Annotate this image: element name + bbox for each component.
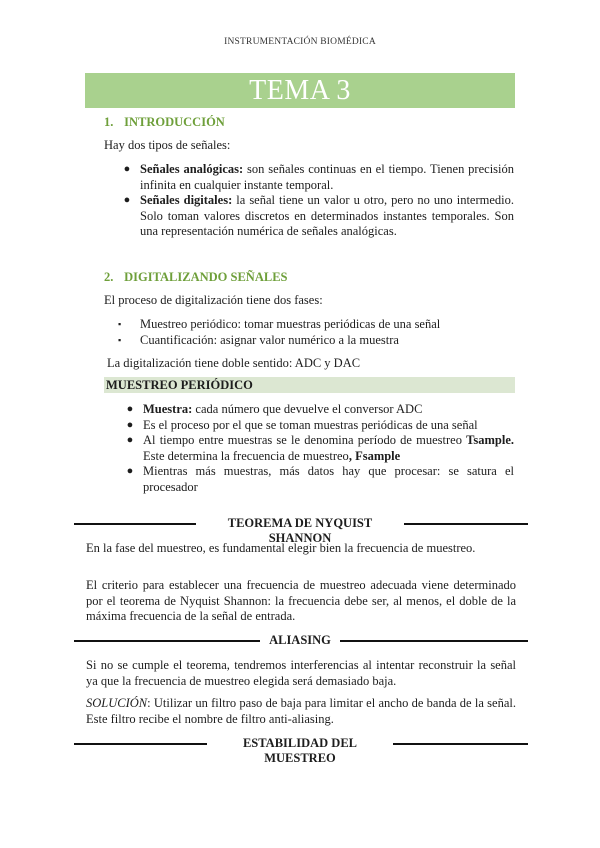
term: Señales digitales: (140, 193, 233, 207)
document-header: INSTRUMENTACIÓN BIOMÉDICA (224, 37, 376, 47)
bullet-icon: ● (126, 434, 134, 446)
divider-line (74, 640, 260, 642)
phases-list (118, 317, 518, 348)
list-item (123, 162, 515, 193)
section-title-aliasing: ALIASING (269, 633, 331, 647)
sec2-note: La digitalización tiene doble sentido: ADC y DAC (107, 356, 361, 370)
definition: la señal tiene un valor u otro, pero no uno intermedio. Solo toman valores discretos en determinados instantes temporales. Son una representación numérica de señales analógicas. (140, 193, 514, 238)
definition: cada número que devuelve el conversor ADC (192, 402, 423, 416)
divider-line (74, 523, 196, 525)
list-item-text: Cuantificación: asignar valor numérico a la muestra (140, 332, 399, 347)
divider-line (404, 523, 528, 525)
section-number: 1. (104, 115, 114, 129)
muestreo-list (126, 402, 514, 495)
subsection-title: MUESTREO PERIÓDICO (106, 378, 253, 392)
section-heading-digitalizando (104, 270, 287, 285)
list-item-text: Este determina la frecuencia de muestreo (143, 448, 349, 463)
bullet-icon: ● (126, 418, 134, 431)
definition: son señales continuas en el tiempo. Tienen precisión infinita en cualquier instante temporal. (140, 162, 515, 192)
nyquist-paragraph-1: En la fase del muestreo, es fundamental elegir bien la frecuencia de muestreo. (86, 541, 476, 555)
list-item-text: Muestreo periódico: tomar muestras periódicas de una señal (140, 317, 441, 331)
list-item-text: Es el proceso por el que se toman muestras periódicas de una señal (143, 417, 478, 432)
section-title: INTRODUCCIÓN (124, 115, 225, 129)
subsection-band (104, 377, 515, 393)
square-bullet-icon: ▪ (118, 319, 122, 329)
divider-line (393, 743, 528, 745)
term: Tsample. (466, 433, 514, 447)
section-title-nyquist: TEOREMA DE NYQUIST SHANNON (227, 516, 373, 545)
bullet-icon: ● (123, 163, 131, 175)
list-item (126, 417, 514, 434)
term: Señales analógicas: (140, 162, 244, 176)
list-item (123, 193, 514, 240)
sec2-intro-text: El proceso de digitalización tiene dos fases: (104, 293, 323, 307)
signal-types-list (123, 162, 515, 240)
solution-text: : Utilizar un filtro paso de baja para limitar el ancho de banda de la señal. Este filtro recibe el nombre de filtro anti-aliasing. (86, 696, 516, 726)
list-item (118, 333, 518, 349)
divider-line (340, 640, 528, 642)
section-title: DIGITALIZANDO SEÑALES (124, 270, 288, 284)
list-item (126, 464, 514, 495)
list-item (126, 433, 514, 464)
section-number: 2. (104, 270, 114, 284)
list-item (126, 402, 514, 418)
square-bullet-icon: ▪ (118, 334, 122, 345)
aliasing-paragraph: Si no se cumple el teorema, tendremos interferencias al intentar reconstruir la señal ya que la frecuencia de muestreo elegida será demasiado baja. (86, 658, 516, 688)
aliasing-solution (86, 696, 516, 727)
term: Muestra: (143, 402, 193, 416)
list-item-text: Mientras más muestras, más datos hay que procesar: se satura el procesador (143, 464, 514, 494)
title-banner (85, 73, 515, 108)
divider-line (74, 743, 207, 745)
bullet-icon: ● (126, 465, 134, 477)
solution-label: SOLUCIÓN (86, 696, 148, 710)
bullet-icon: ● (123, 194, 131, 206)
term: , Fsample (348, 448, 401, 463)
intro-text: Hay dos tipos de señales: (104, 138, 231, 152)
list-item-text: Al tiempo entre muestras se le denomina período de muestreo (143, 433, 467, 447)
section-title-estabilidad: ESTABILIDAD DEL MUESTREO (242, 736, 358, 765)
nyquist-paragraph-2: El criterio para establecer una frecuencia de muestreo adecuada viene determinado por el teorema de Nyquist Shannon: la frecuencia debe ser, al menos, el doble de la máxima frecuencia de la señal de entrada. (86, 578, 516, 623)
page-title: TEMA 3 (249, 75, 351, 106)
bullet-icon: ● (126, 403, 134, 415)
section-heading-introduccion (104, 115, 225, 130)
list-item (118, 317, 518, 333)
